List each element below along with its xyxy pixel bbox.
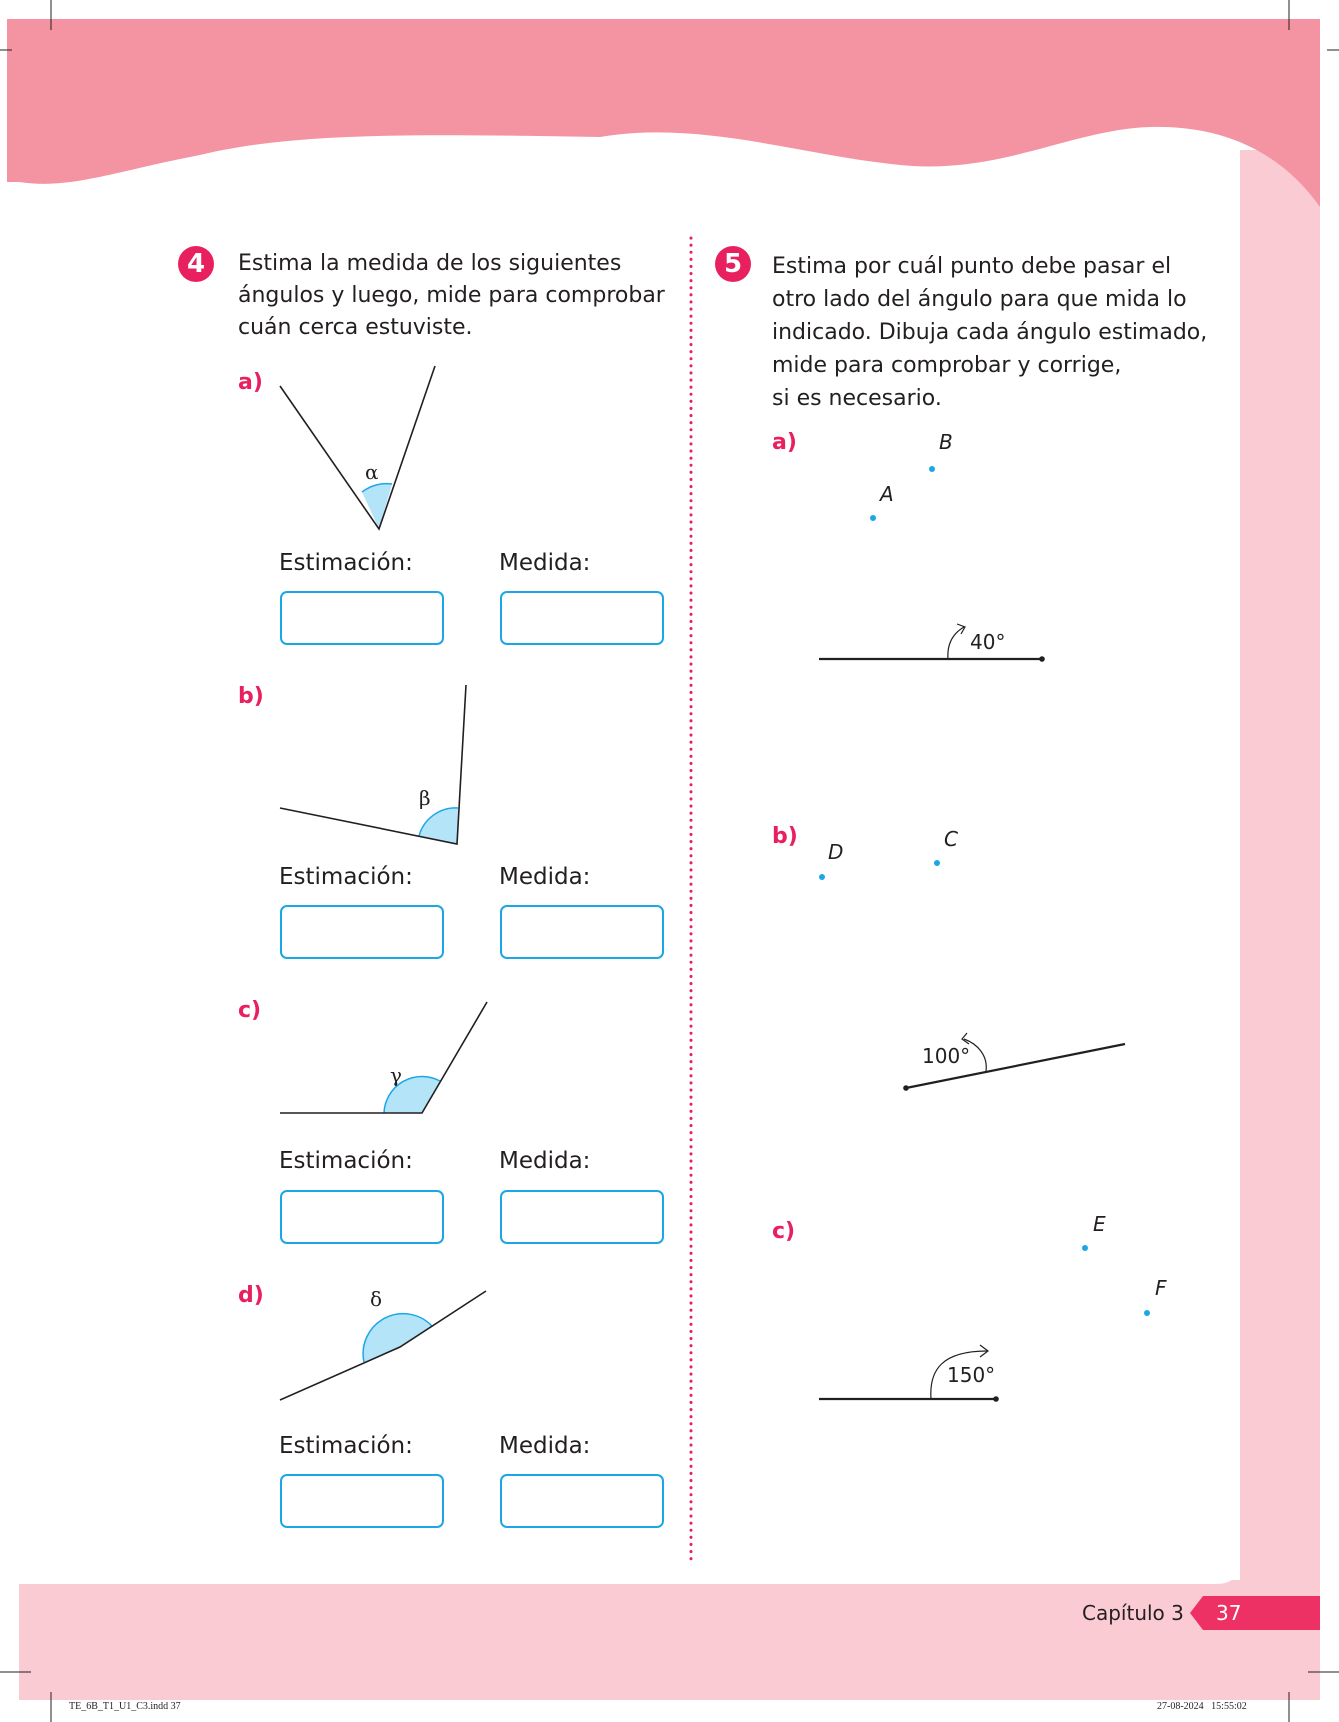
estimate-label: Estimación: [279,864,413,890]
print-slug-file: TE_6B_T1_U1_C3.indd 37 [69,1701,181,1712]
instruction-line: mide para comprobar y corrige, [772,353,1122,378]
print-slug-timestamp: 27-08-2024 15:55:02 [1157,1701,1247,1712]
instruction-line: si es necesario. [772,386,942,411]
item-label-4c: c) [238,998,262,1023]
measure-input-4a[interactable] [500,591,664,645]
item-label-5b: b) [772,824,798,849]
degree-label-150: 150° [947,1363,996,1387]
angle-symbol-beta: β [419,786,431,810]
point-label-f: F [1155,1276,1167,1300]
estimate-label: Estimación: [279,1433,413,1459]
measure-input-4b[interactable] [500,905,664,959]
item-label-5a: a) [772,430,797,455]
item-label-5c: c) [772,1219,796,1244]
measure-label: Medida: [499,864,591,890]
measure-input-4c[interactable] [500,1190,664,1244]
estimate-input-4d[interactable] [280,1474,444,1528]
item-label-4b: b) [238,684,264,709]
item-label-4a: a) [238,370,263,395]
instruction-line: indicado. Dibuja cada ángulo estimado, [772,320,1208,345]
instruction-line: cuán cerca estuviste. [238,315,473,340]
exercise-4-instruction [238,248,665,344]
degree-label-40: 40° [970,630,1006,654]
point-label-d: D [828,840,844,864]
measure-label: Medida: [499,1148,591,1174]
exercise-5-badge: 5 [715,246,751,282]
item-label-4d: d) [238,1283,264,1308]
exercise-5-instruction [772,250,1207,415]
estimate-label: Estimación: [279,550,413,576]
instruction-line: Estima la medida de los siguientes [238,251,622,276]
page-number: 37 [1216,1601,1242,1625]
exercise-4-badge: 4 [178,246,214,282]
point-label-a: A [880,482,894,506]
chapter-label: Capítulo 3 [1082,1601,1184,1625]
angle-symbol-delta: δ [370,1287,383,1311]
instruction-line: Estima por cuál punto debe pasar el [772,254,1172,279]
measure-label: Medida: [499,550,591,576]
instruction-line: ángulos y luego, mide para comprobar [238,283,665,308]
point-label-e: E [1093,1212,1106,1236]
measure-input-4d[interactable] [500,1474,664,1528]
angle-symbol-gamma: γ [390,1063,402,1087]
estimate-input-4a[interactable] [280,591,444,645]
estimate-input-4b[interactable] [280,905,444,959]
estimate-input-4c[interactable] [280,1190,444,1244]
instruction-line: otro lado del ángulo para que mida lo [772,287,1187,312]
point-label-c: C [944,827,958,851]
measure-label: Medida: [499,1433,591,1459]
estimate-label: Estimación: [279,1148,413,1174]
angle-symbol-alpha: α [365,460,379,484]
degree-label-100: 100° [922,1044,971,1068]
point-label-b: B [939,430,953,454]
